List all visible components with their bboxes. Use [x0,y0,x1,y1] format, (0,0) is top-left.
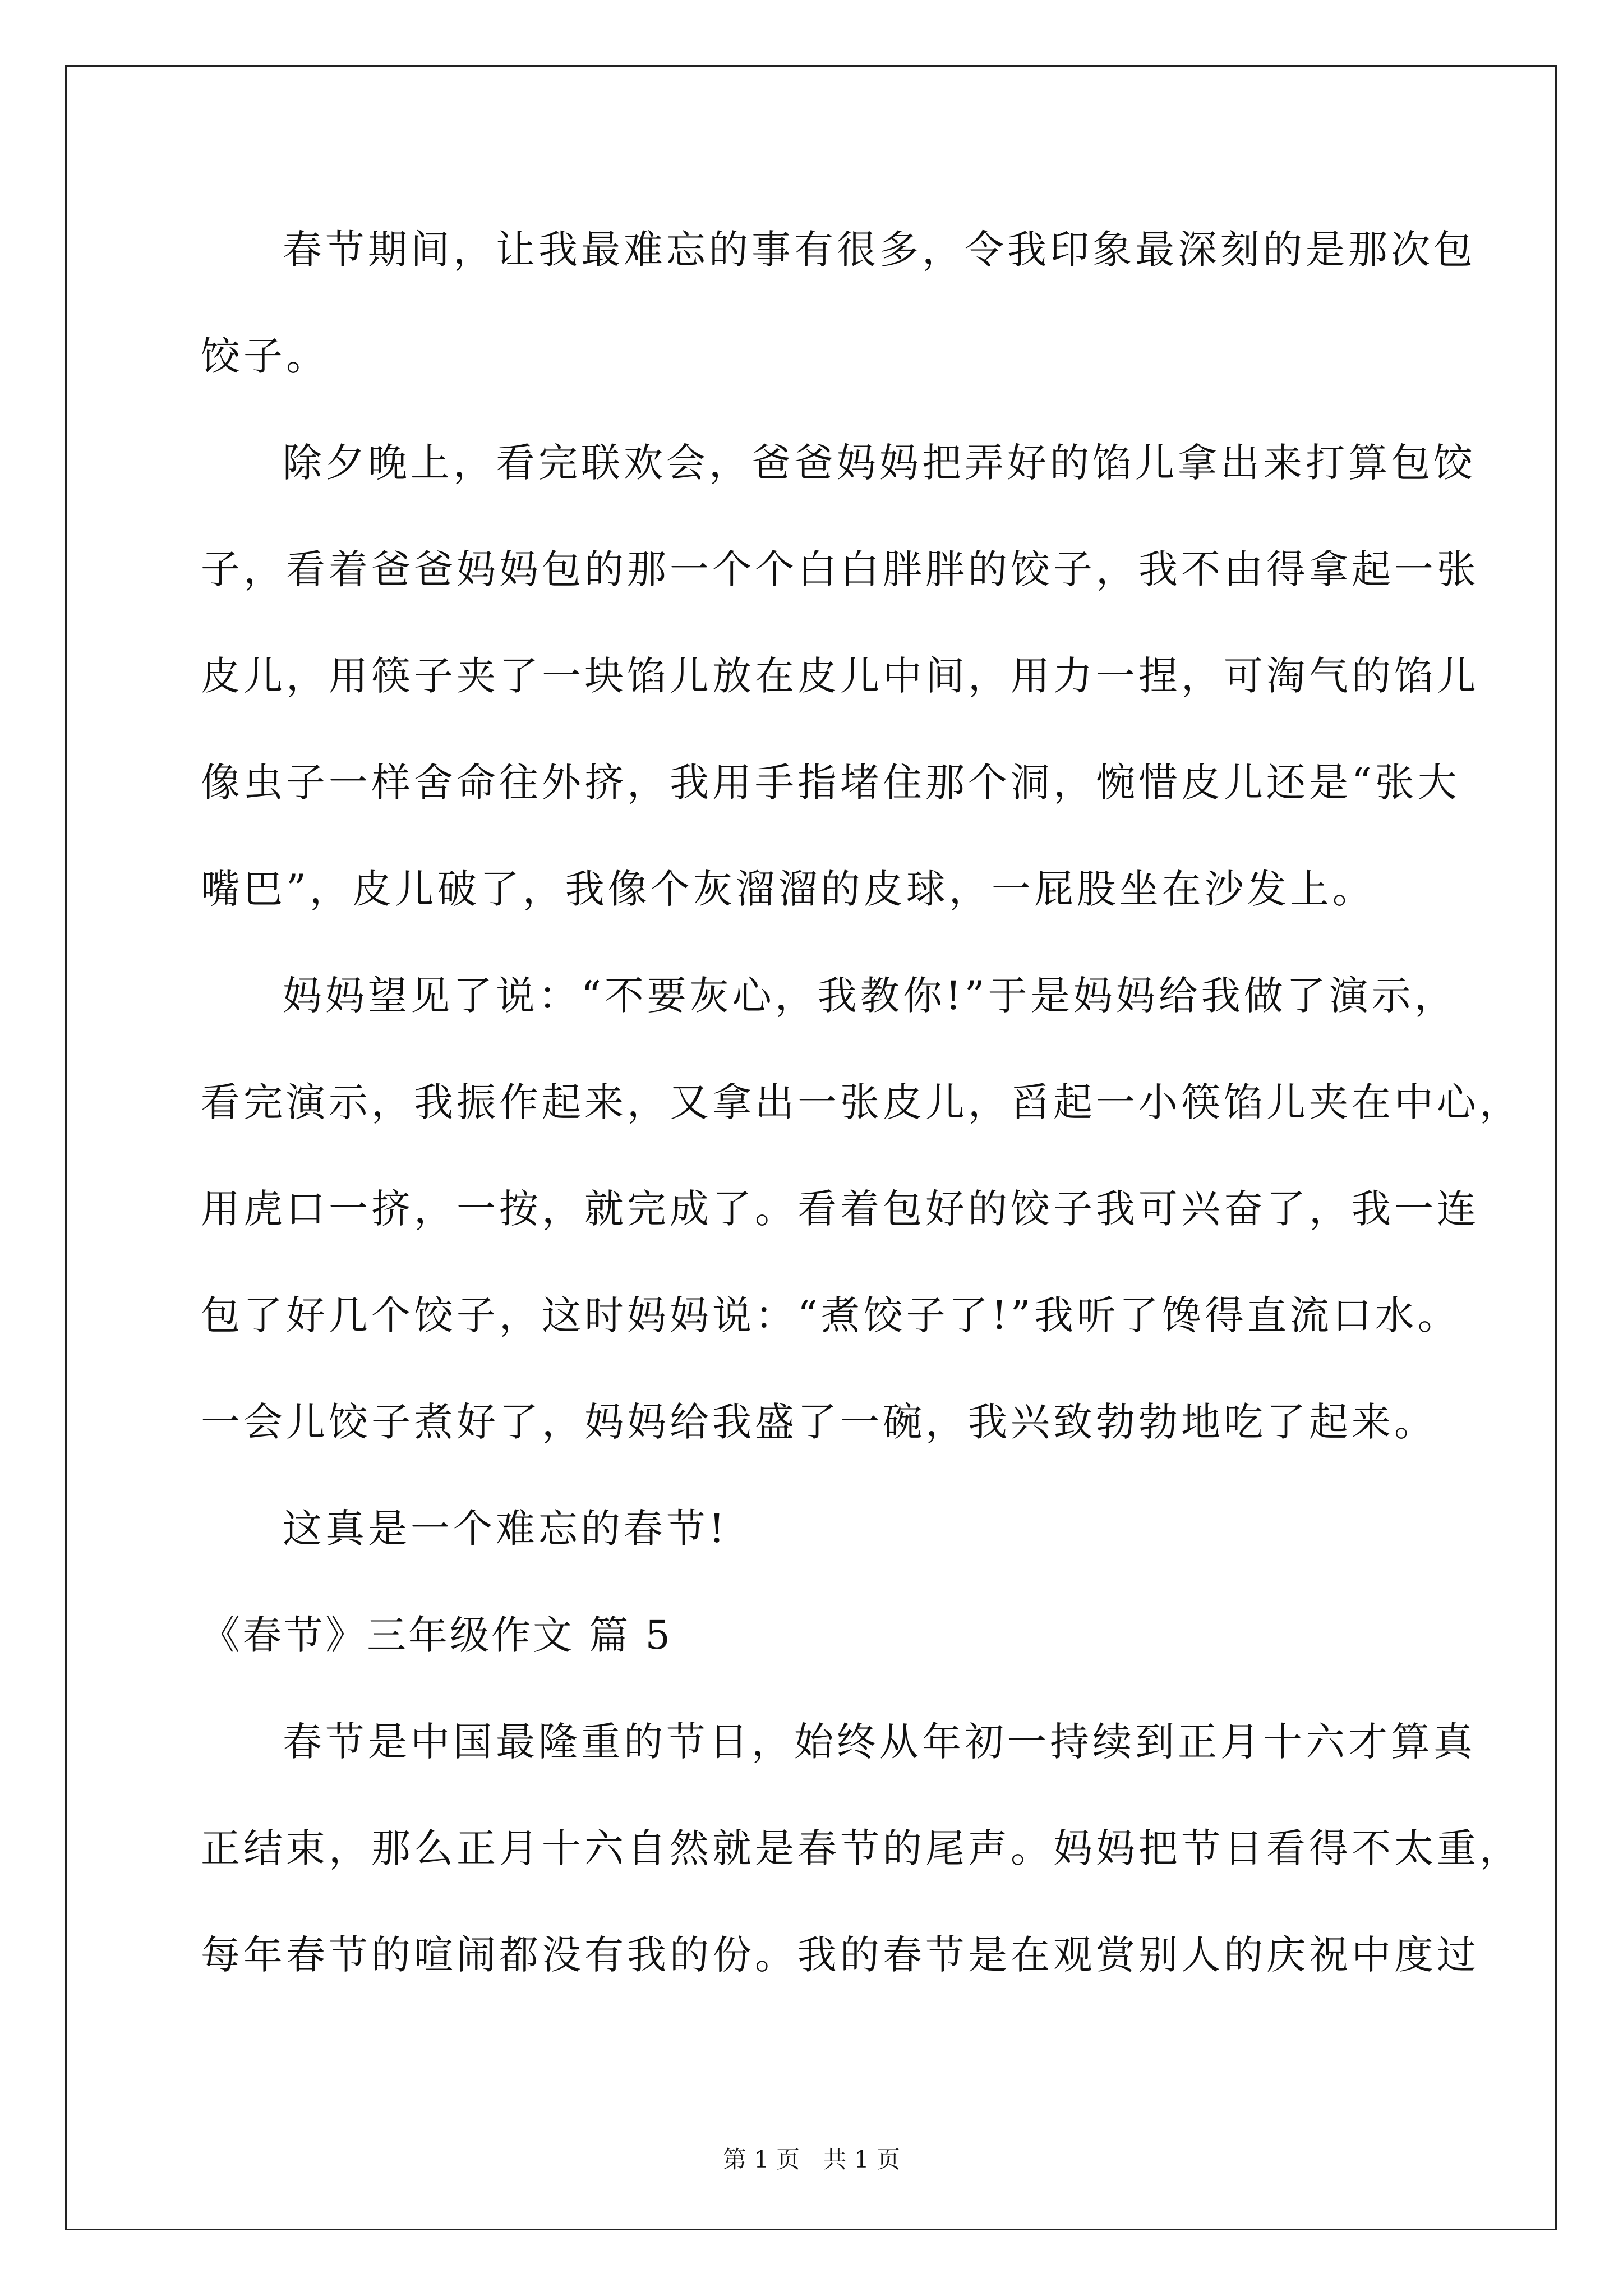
section-heading: 《春节》三年级作文 篇 5 [201,1612,673,1658]
paragraph-3-line-1: 妈妈望见了说：“不要灰心，我教你!”于是妈妈给我做了演示， [283,973,1457,1019]
paragraph-2-line-5: 嘴巴”，皮儿破了，我像个灰溜溜的皮球，一屁股坐在沙发上。 [201,866,1375,912]
paragraph-3-line-5: 一会儿饺子煮好了，妈妈给我盛了一碗，我兴致勃勃地吃了起来。 [201,1399,1437,1445]
paragraph-3-line-4: 包了好几个饺子，这时妈妈说：“煮饺子了!”我听了馋得直流口水。 [201,1292,1460,1338]
page-frame [65,65,1557,2230]
paragraph-2-line-2: 子，看着爸爸妈妈包的那一个个白白胖胖的饺子，我不由得拿起一张 [201,546,1479,592]
paragraph-5-line-3: 每年春节的喧闹都没有我的份。我的春节是在观赏别人的庆祝中度过 [201,1932,1479,1978]
paragraph-3-line-3: 用虎口一挤，一按，就完成了。看着包好的饺子我可兴奋了，我一连 [201,1186,1479,1232]
paragraph-3-line-2: 看完演示，我振作起来，又拿出一张皮儿，舀起一小筷馅儿夹在中心， [201,1079,1522,1125]
paragraph-2-line-3: 皮儿，用筷子夹了一块馅儿放在皮儿中间，用力一捏，可淘气的馅儿 [201,653,1479,699]
paragraph-5-line-2: 正结束，那么正月十六自然就是春节的尾声。妈妈把节日看得不太重， [201,1825,1522,1871]
paragraph-1-line-1: 春节期间，让我最难忘的事有很多，令我印象最深刻的是那次包 [283,227,1476,273]
page-number-current: 第 1 页 [722,2146,800,2173]
paragraph-1-line-2: 饺子。 [201,333,329,379]
paragraph-4-line-1: 这真是一个难忘的春节! [283,1506,728,1552]
page-number-total: 共 1 页 [823,2146,901,2173]
paragraph-5-line-1: 春节是中国最隆重的节日，始终从年初一持续到正月十六才算真 [283,1719,1476,1765]
paragraph-2-line-1: 除夕晚上，看完联欢会，爸爸妈妈把弄好的馅儿拿出来打算包饺 [283,440,1476,486]
page-footer [0,2143,1623,2177]
paragraph-2-line-4: 像虫子一样舍命往外挤，我用手指堵住那个洞，惋惜皮儿还是“张大 [201,760,1460,806]
